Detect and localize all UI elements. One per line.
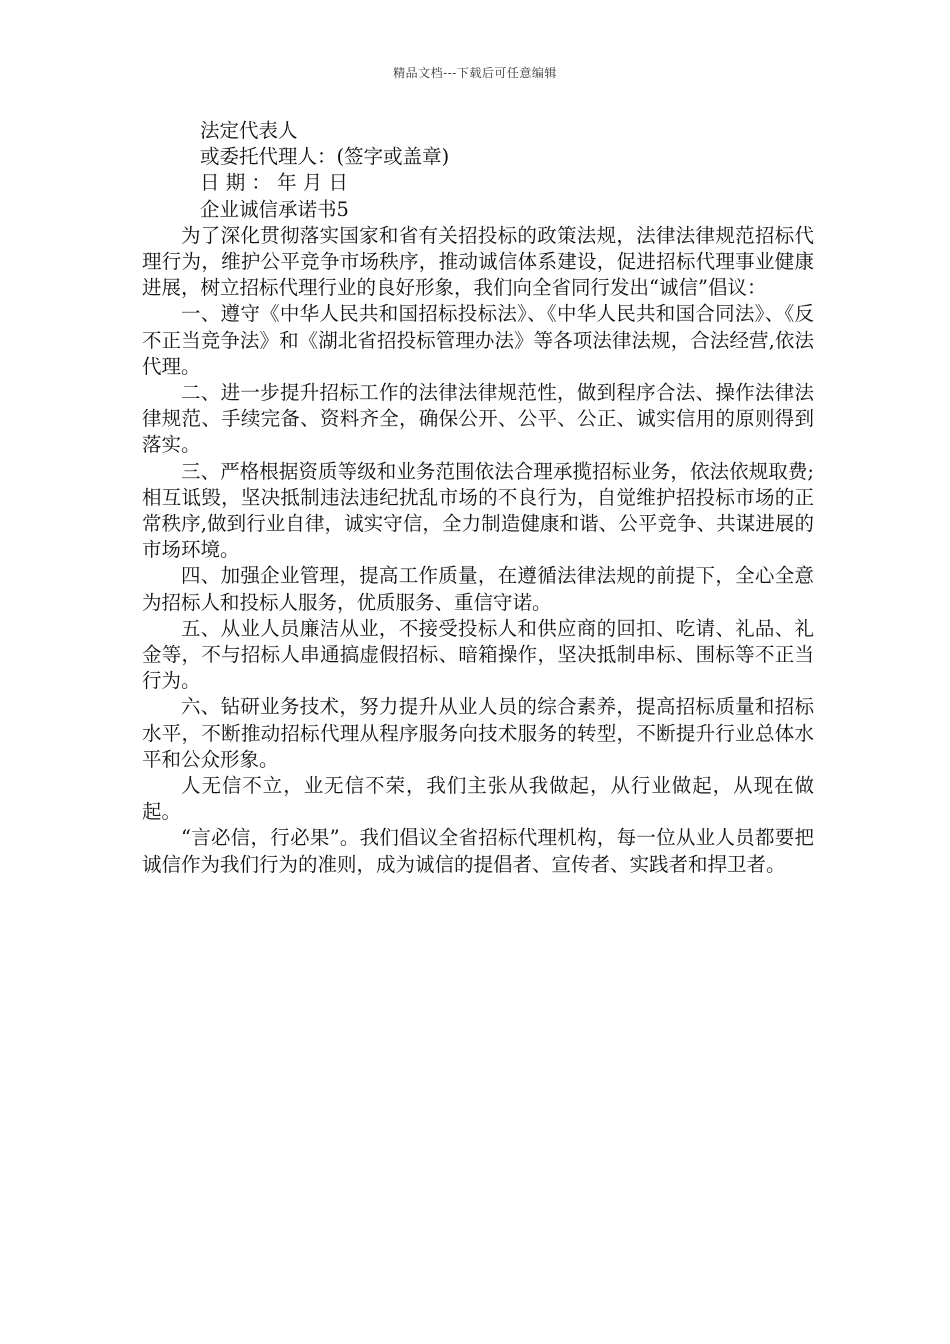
paragraph-item-3: 三、严格根据资质等级和业务范围依法合理承揽招标业务，依法依规取费;相互诋毁，坚决抵制违法违纪扰乱市场的不良行为，自觉维护招投标市场的正常秩序,做到行业自律，诚实守信，全力制造健康和谐、公平竞争、共谋进展的市场环境。 xyxy=(142,459,814,562)
paragraph-item-2: 二、进一步提升招标工作的法律法律规范性，做到程序合法、操作法律法律规范、手续完备、资料齐全，确保公开、公平、公正、诚实信用的原则得到落实。 xyxy=(142,381,814,457)
document-title: 企业诚信承诺书5 xyxy=(200,197,349,221)
paragraph-closing-2: “言必信，行必果”。我们倡议全省招标代理机构，每一位从业人员都要把诚信作为我们行为的准则，成为诚信的提倡者、宣传者、实践者和捍卫者。 xyxy=(142,826,814,876)
signature-date: 日 期 ： 年 月 日 xyxy=(200,171,348,195)
paragraph-intro: 为了深化贯彻落实国家和省有关招投标的政策法规，法律法律规范招标代理行为，维护公平竞争市场秩序，推动诚信体系建设，促进招标代理事业健康进展，树立招标代理行业的良好形象，我们向全省同行发出“诚信”倡议： xyxy=(142,223,814,300)
signature-representative: 法定代表人 xyxy=(200,119,298,142)
paragraph-item-6: 六、钻研业务技术，努力提升从业人员的综合素养，提高招标质量和招标水平，不断推动招标代理从程序服务向技术服务的转型，不断提升行业总体水平和公众形象。 xyxy=(142,695,814,771)
document-body xyxy=(142,118,814,878)
paragraph-closing-1: 人无信不立，业无信不荣，我们主张从我做起，从行业做起，从现在做起。 xyxy=(142,774,814,824)
page-header: 精品文档---下载后可任意编辑 xyxy=(393,66,557,80)
paragraph-item-1: 一、遵守《中华人民共和国招标投标法》、《中华人民共和国合同法》、《反不正当竞争法》和《湖北省招投标管理办法》等各项法律法规，合法经营,依法代理。 xyxy=(142,302,814,378)
paragraph-item-5: 五、从业人员廉洁从业，不接受投标人和供应商的回扣、吃请、礼品、礼金等，不与招标人串通搞虚假招标、暗箱操作，坚决抵制串标、围标等不正当行为。 xyxy=(142,616,814,693)
signature-agent: 或委托代理人：(签字或盖章) xyxy=(200,145,450,169)
paragraph-item-4: 四、加强企业管理，提高工作质量，在遵循法律法规的前提下，全心全意为招标人和投标人服务，优质服务、重信守诺。 xyxy=(142,564,814,614)
